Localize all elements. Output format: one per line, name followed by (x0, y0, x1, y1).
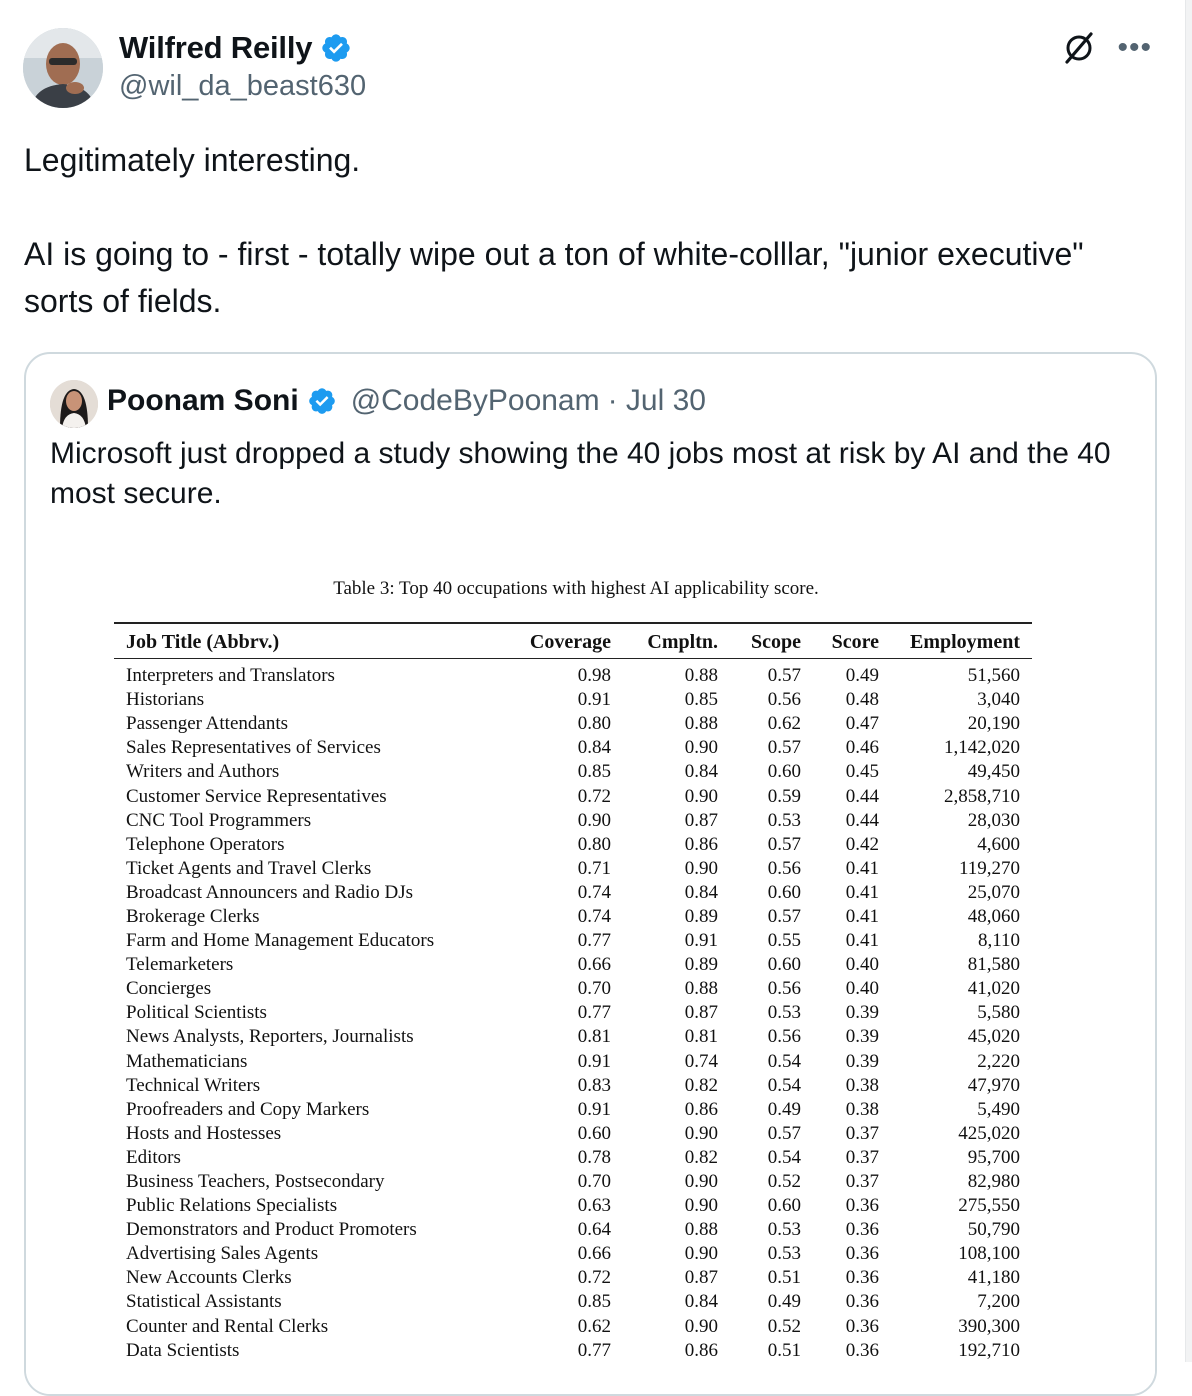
table-row (114, 1025, 1032, 1049)
job-title-cell: CNC Tool Programmers (126, 809, 312, 831)
coverage-cell: 0.85 (577, 761, 611, 783)
score-cell: 0.36 (845, 1243, 879, 1265)
score-cell: 0.39 (845, 1050, 879, 1072)
employment-cell: 4,600 (977, 833, 1020, 855)
scope-cell: 0.56 (767, 1026, 801, 1048)
column-header-completion: Cmpltn. (647, 630, 718, 653)
column-header-job-title: Job Title (Abbrv.) (126, 630, 280, 653)
table-row (114, 929, 1032, 953)
scope-cell: 0.59 (767, 785, 801, 807)
employment-cell: 3,040 (977, 689, 1020, 711)
completion-cell: 0.86 (684, 1339, 718, 1361)
completion-cell: 0.87 (684, 809, 718, 831)
completion-cell: 0.91 (684, 930, 718, 952)
tweet-text-line-2: AI is going to - first - totally wipe out a ton of white-colllar, "junior executive" sorts of fields. (24, 236, 1084, 319)
scope-cell: 0.53 (767, 1243, 801, 1265)
coverage-cell: 0.98 (577, 665, 611, 687)
score-cell: 0.38 (845, 1074, 879, 1096)
job-title-cell: Sales Representatives of Services (126, 737, 381, 759)
scope-cell: 0.56 (767, 978, 801, 1000)
table-row (114, 905, 1032, 929)
employment-cell: 41,020 (967, 978, 1020, 1000)
job-title-cell: Passenger Attendants (126, 713, 289, 735)
table-row (114, 712, 1032, 736)
score-cell: 0.36 (845, 1315, 879, 1337)
job-title-cell: Business Teachers, Postsecondary (126, 1171, 385, 1193)
scope-cell: 0.51 (767, 1339, 801, 1361)
job-title-cell: Historians (126, 689, 205, 711)
completion-cell: 0.86 (684, 833, 718, 855)
table-body (114, 664, 1032, 1363)
employment-cell: 119,270 (958, 857, 1020, 879)
completion-cell: 0.88 (684, 665, 718, 687)
score-cell: 0.37 (845, 1146, 879, 1168)
score-cell: 0.41 (845, 857, 879, 879)
job-title-cell: Farm and Home Management Educators (126, 930, 435, 952)
table-row (114, 1098, 1032, 1122)
scope-cell: 0.52 (767, 1315, 801, 1337)
table-row (114, 809, 1032, 833)
scope-cell: 0.51 (767, 1267, 801, 1289)
completion-cell: 0.82 (684, 1146, 718, 1168)
job-title-cell: Interpreters and Translators (126, 665, 335, 687)
completion-cell: 0.88 (684, 713, 718, 735)
coverage-cell: 0.72 (577, 785, 611, 807)
score-cell: 0.40 (845, 954, 879, 976)
grok-icon[interactable] (1061, 30, 1097, 66)
table-top-rule (114, 622, 1032, 624)
table-row (114, 833, 1032, 857)
employment-cell: 81,580 (967, 954, 1020, 976)
coverage-cell: 0.91 (577, 1050, 611, 1072)
score-cell: 0.39 (845, 1002, 879, 1024)
score-cell: 0.40 (845, 978, 879, 1000)
employment-cell: 390,300 (958, 1315, 1020, 1337)
employment-cell: 8,110 (977, 930, 1020, 952)
score-cell: 0.38 (845, 1098, 879, 1120)
scope-cell: 0.60 (767, 761, 801, 783)
coverage-cell: 0.80 (577, 833, 611, 855)
employment-cell: 50,790 (967, 1219, 1020, 1241)
coverage-cell: 0.85 (577, 1291, 611, 1313)
score-cell: 0.41 (845, 905, 879, 927)
table-row (114, 881, 1032, 905)
quoted-tweet-date[interactable]: · Jul 30 (607, 384, 706, 417)
completion-cell: 0.81 (684, 1026, 718, 1048)
scope-cell: 0.57 (767, 665, 801, 687)
column-header-scope: Scope (751, 630, 801, 653)
completion-cell: 0.74 (684, 1050, 718, 1072)
job-title-cell: Statistical Assistants (126, 1291, 282, 1313)
employment-cell: 5,490 (977, 1098, 1020, 1120)
table-row (114, 760, 1032, 784)
scope-cell: 0.53 (767, 809, 801, 831)
table-row (114, 664, 1032, 688)
scope-cell: 0.56 (767, 689, 801, 711)
score-cell: 0.46 (845, 737, 879, 759)
completion-cell: 0.90 (684, 1195, 718, 1217)
coverage-cell: 0.60 (577, 1122, 611, 1144)
quoted-tweet-image[interactable] (26, 554, 1155, 1394)
score-cell: 0.49 (845, 665, 879, 687)
score-cell: 0.44 (845, 785, 879, 807)
author-name-text: Wilfred Reilly (119, 30, 313, 65)
table-row (114, 1339, 1032, 1363)
completion-cell: 0.84 (684, 1291, 718, 1313)
coverage-cell: 0.72 (577, 1267, 611, 1289)
completion-cell: 0.90 (684, 1315, 718, 1337)
completion-cell: 0.90 (684, 737, 718, 759)
employment-cell: 28,030 (967, 809, 1020, 831)
more-icon[interactable]: ••• (1117, 31, 1152, 64)
coverage-cell: 0.63 (577, 1195, 611, 1217)
score-cell: 0.45 (845, 761, 879, 783)
coverage-cell: 0.66 (577, 954, 611, 976)
coverage-cell: 0.74 (577, 905, 611, 927)
table-row (114, 1122, 1032, 1146)
employment-cell: 95,700 (967, 1146, 1020, 1168)
scope-cell: 0.53 (767, 1002, 801, 1024)
job-title-cell: Broadcast Announcers and Radio DJs (126, 881, 414, 903)
table-row (114, 953, 1032, 977)
table-row (114, 1266, 1032, 1290)
score-cell: 0.41 (845, 881, 879, 903)
coverage-cell: 0.91 (577, 689, 611, 711)
table-row (114, 857, 1032, 881)
job-title-cell: Political Scientists (126, 1002, 267, 1024)
employment-cell: 51,560 (967, 665, 1020, 687)
scope-cell: 0.60 (767, 1195, 801, 1217)
completion-cell: 0.88 (684, 978, 718, 1000)
job-title-cell: Technical Writers (126, 1074, 261, 1096)
completion-cell: 0.90 (684, 785, 718, 807)
table-row (114, 1050, 1032, 1074)
job-title-cell: Advertising Sales Agents (126, 1243, 319, 1265)
job-title-cell: Mathematicians (126, 1050, 248, 1072)
table-row (114, 1218, 1032, 1242)
score-cell: 0.36 (845, 1195, 879, 1217)
employment-cell: 192,710 (958, 1339, 1020, 1361)
quoted-author-avatar[interactable] (50, 380, 98, 428)
score-cell: 0.39 (845, 1026, 879, 1048)
table-row (114, 1074, 1032, 1098)
table-row (114, 784, 1032, 808)
scope-cell: 0.53 (767, 1219, 801, 1241)
scope-cell: 0.56 (767, 857, 801, 879)
score-cell: 0.44 (845, 809, 879, 831)
quoted-tweet-header (107, 384, 706, 418)
verified-badge-icon (320, 32, 352, 64)
scope-cell: 0.54 (767, 1074, 801, 1096)
scope-cell: 0.57 (767, 1122, 801, 1144)
author-name[interactable] (119, 30, 352, 66)
employment-cell: 7,200 (977, 1291, 1020, 1313)
column-header-employment: Employment (910, 630, 1020, 653)
job-title-cell: Proofreaders and Copy Markers (126, 1098, 370, 1120)
scope-cell: 0.54 (767, 1050, 801, 1072)
score-cell: 0.47 (845, 713, 879, 735)
scope-cell: 0.62 (767, 713, 801, 735)
job-title-cell: Data Scientists (126, 1339, 240, 1361)
coverage-cell: 0.77 (577, 1339, 611, 1361)
table-caption: Table 3: Top 40 occupations with highest AI applicability score. (333, 578, 819, 599)
scope-cell: 0.52 (767, 1171, 801, 1193)
table-row (114, 1242, 1032, 1266)
coverage-cell: 0.80 (577, 713, 611, 735)
completion-cell: 0.90 (684, 1122, 718, 1144)
table-row (114, 1001, 1032, 1025)
table-row (114, 1315, 1032, 1339)
employment-cell: 41,180 (967, 1267, 1020, 1289)
coverage-cell: 0.70 (577, 1171, 611, 1193)
quoted-tweet-card[interactable] (24, 352, 1157, 1396)
table-row (114, 736, 1032, 760)
column-header-coverage: Coverage (529, 630, 611, 653)
completion-cell: 0.87 (684, 1267, 718, 1289)
coverage-cell: 0.77 (577, 930, 611, 952)
completion-cell: 0.90 (684, 857, 718, 879)
coverage-cell: 0.66 (577, 1243, 611, 1265)
employment-cell: 49,450 (967, 761, 1020, 783)
job-title-cell: New Accounts Clerks (126, 1267, 292, 1289)
tweet-text (24, 137, 1144, 325)
employment-cell: 45,020 (967, 1026, 1020, 1048)
coverage-cell: 0.70 (577, 978, 611, 1000)
job-title-cell: Counter and Rental Clerks (126, 1315, 329, 1337)
completion-cell: 0.84 (684, 881, 718, 903)
coverage-cell: 0.83 (577, 1074, 611, 1096)
table-row (114, 977, 1032, 1001)
employment-cell: 82,980 (967, 1171, 1020, 1193)
employment-cell: 425,020 (958, 1122, 1020, 1144)
author-handle[interactable]: @wil_da_beast630 (119, 70, 367, 102)
score-cell: 0.36 (845, 1267, 879, 1289)
employment-cell: 47,970 (967, 1074, 1020, 1096)
job-title-cell: Concierges (126, 978, 212, 1000)
job-title-cell: Customer Service Representatives (126, 785, 387, 807)
completion-cell: 0.82 (684, 1074, 718, 1096)
scope-cell: 0.49 (767, 1098, 801, 1120)
coverage-cell: 0.74 (577, 881, 611, 903)
score-cell: 0.36 (845, 1219, 879, 1241)
quoted-tweet-text: Microsoft just dropped a study showing the 40 jobs most at risk by AI and the 40 most secure. (50, 437, 1111, 510)
job-title-cell: Brokerage Clerks (126, 905, 260, 927)
job-title-cell: News Analysts, Reporters, Journalists (126, 1026, 414, 1048)
scrollbar-track[interactable] (1185, 0, 1192, 1362)
coverage-cell: 0.81 (577, 1026, 611, 1048)
scope-cell: 0.57 (767, 737, 801, 759)
completion-cell: 0.86 (684, 1098, 718, 1120)
job-title-cell: Telemarketers (126, 954, 234, 976)
scope-cell: 0.60 (767, 881, 801, 903)
scope-cell: 0.60 (767, 954, 801, 976)
score-cell: 0.48 (845, 689, 879, 711)
completion-cell: 0.88 (684, 1219, 718, 1241)
quoted-author-handle[interactable]: @CodeByPoonam (350, 384, 600, 417)
employment-cell: 20,190 (967, 713, 1020, 735)
score-cell: 0.36 (845, 1291, 879, 1313)
coverage-cell: 0.84 (577, 737, 611, 759)
employment-cell: 2,858,710 (944, 785, 1020, 807)
score-cell: 0.42 (845, 833, 879, 855)
score-cell: 0.37 (845, 1171, 879, 1193)
table-row (114, 1146, 1032, 1170)
score-cell: 0.41 (845, 930, 879, 952)
employment-cell: 5,580 (977, 1002, 1020, 1024)
score-cell: 0.36 (845, 1339, 879, 1361)
table-row (114, 1194, 1032, 1218)
coverage-cell: 0.90 (577, 809, 611, 831)
column-header-score: Score (831, 630, 879, 653)
quoted-author-name[interactable]: Poonam Soni (107, 384, 299, 417)
job-title-cell: Hosts and Hostesses (126, 1122, 282, 1144)
coverage-cell: 0.64 (577, 1219, 611, 1241)
scope-cell: 0.57 (767, 905, 801, 927)
employment-cell: 2,220 (977, 1050, 1020, 1072)
score-cell: 0.37 (845, 1122, 879, 1144)
completion-cell: 0.85 (684, 689, 718, 711)
verified-badge-icon (307, 386, 337, 416)
table-row (114, 1290, 1032, 1314)
completion-cell: 0.87 (684, 1002, 718, 1024)
scope-cell: 0.49 (767, 1291, 801, 1313)
scope-cell: 0.57 (767, 833, 801, 855)
job-title-cell: Writers and Authors (126, 761, 280, 783)
employment-cell: 108,100 (958, 1243, 1020, 1265)
coverage-cell: 0.78 (577, 1146, 611, 1168)
job-title-cell: Ticket Agents and Travel Clerks (126, 857, 372, 879)
employment-cell: 1,142,020 (944, 737, 1020, 759)
completion-cell: 0.89 (684, 905, 718, 927)
coverage-cell: 0.91 (577, 1098, 611, 1120)
completion-cell: 0.84 (684, 761, 718, 783)
job-title-cell: Editors (126, 1146, 181, 1168)
completion-cell: 0.90 (684, 1171, 718, 1193)
scope-cell: 0.55 (767, 930, 801, 952)
table-row (114, 688, 1032, 712)
table-row (114, 1170, 1032, 1194)
employment-cell: 275,550 (958, 1195, 1020, 1217)
scope-cell: 0.54 (767, 1146, 801, 1168)
author-avatar[interactable] (23, 28, 103, 108)
occupations-table (114, 626, 1032, 1363)
job-title-cell: Demonstrators and Product Promoters (126, 1219, 417, 1241)
coverage-cell: 0.71 (577, 857, 611, 879)
employment-cell: 25,070 (967, 881, 1020, 903)
job-title-cell: Public Relations Specialists (126, 1195, 338, 1217)
tweet-text-line-1: Legitimately interesting. (24, 142, 361, 178)
job-title-cell: Telephone Operators (126, 833, 285, 855)
coverage-cell: 0.77 (577, 1002, 611, 1024)
coverage-cell: 0.62 (577, 1315, 611, 1337)
employment-cell: 48,060 (967, 905, 1020, 927)
completion-cell: 0.89 (684, 954, 718, 976)
tweet-actions (1061, 30, 1152, 66)
completion-cell: 0.90 (684, 1243, 718, 1265)
table-header-row (114, 626, 1032, 658)
